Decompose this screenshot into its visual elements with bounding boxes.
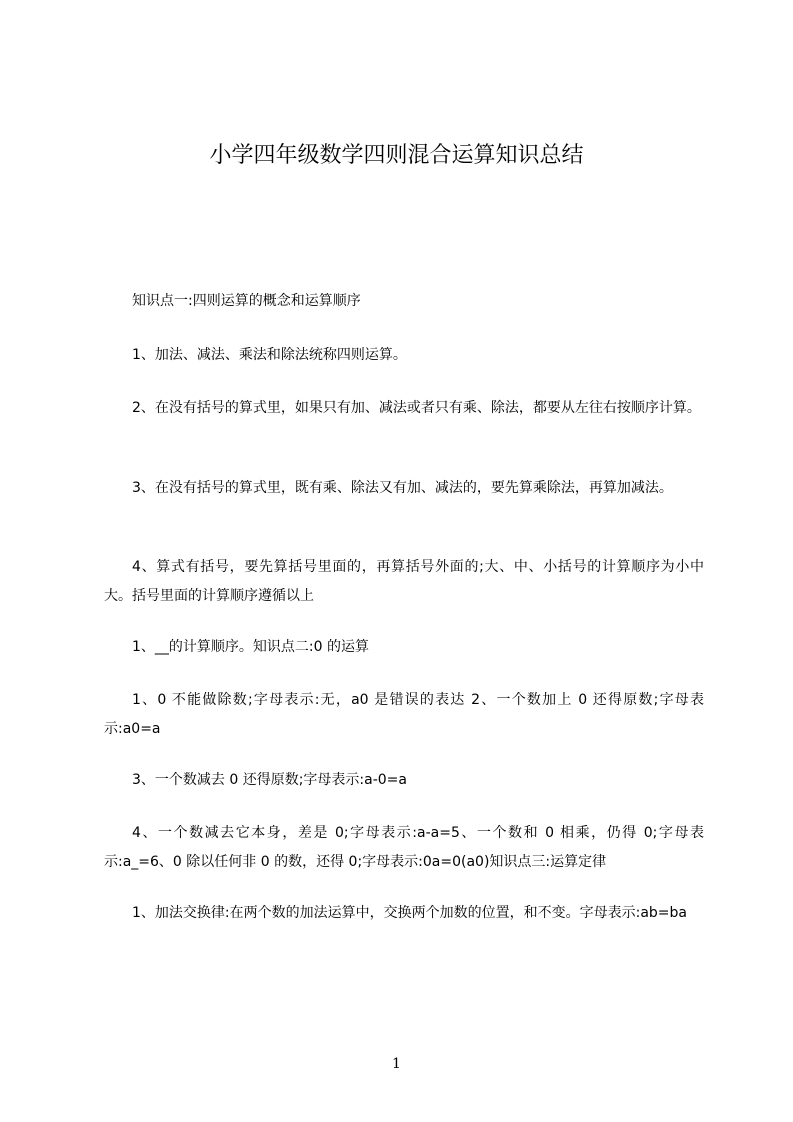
paragraph [104, 394, 704, 423]
paragraph-text: 1、加法、减法、乘法和除法统称四则运算。 [132, 347, 407, 363]
paragraph-text: 1、__的计算顺序。知识点二:0 的运算 [132, 639, 369, 655]
paragraph-text: 2、在没有括号的算式里，如果只有加、减法或者只有乘、除法，都要从左往右按顺序计算。 [132, 400, 701, 416]
paragraph-text: 1、0 不能做除数;字母表示:无，a0 是错误的表达 2、一个数加上 0 还得原数;字母表示:a0=a [104, 692, 704, 737]
paragraph-text: 3、一个数减去 0 还得原数;字母表示:a-0=a [132, 772, 407, 788]
paragraph-text: 4、一个数减去它本身，差是 0;字母表示:a-a=5、一个数和 0 相乘，仍得 0;字母表示:a_=6、0 除以任何非 0 的数，还得 0;字母表示:0a=0(a0)知识点三:运算定律 [104, 825, 704, 870]
section-heading-1 [104, 287, 704, 316]
paragraph [104, 819, 704, 877]
paragraph [104, 633, 704, 662]
paragraph [104, 341, 704, 370]
paragraph [104, 553, 704, 611]
paragraph [104, 899, 704, 928]
page-number: 1 [392, 1056, 401, 1072]
paragraph [104, 686, 704, 744]
paragraph [104, 766, 704, 795]
paragraph-text: 4、算式有括号，要先算括号里面的，再算括号外面的;大、中、小括号的计算顺序为小中大。括号里面的计算顺序遵循以上 [104, 559, 704, 604]
paragraph-text: 知识点一:四则运算的概念和运算顺序 [132, 293, 361, 309]
paragraph-text: 1、加法交换律:在两个数的加法运算中，交换两个加数的位置，和不变。字母表示:ab=ba [132, 905, 688, 921]
page-title: 小学四年级数学四则混合运算知识总结 [209, 143, 584, 168]
paragraph-text: 3、在没有括号的算式里，既有乘、除法又有加、减法的，要先算乘除法，再算加减法。 [132, 480, 673, 496]
paragraph [104, 474, 704, 503]
